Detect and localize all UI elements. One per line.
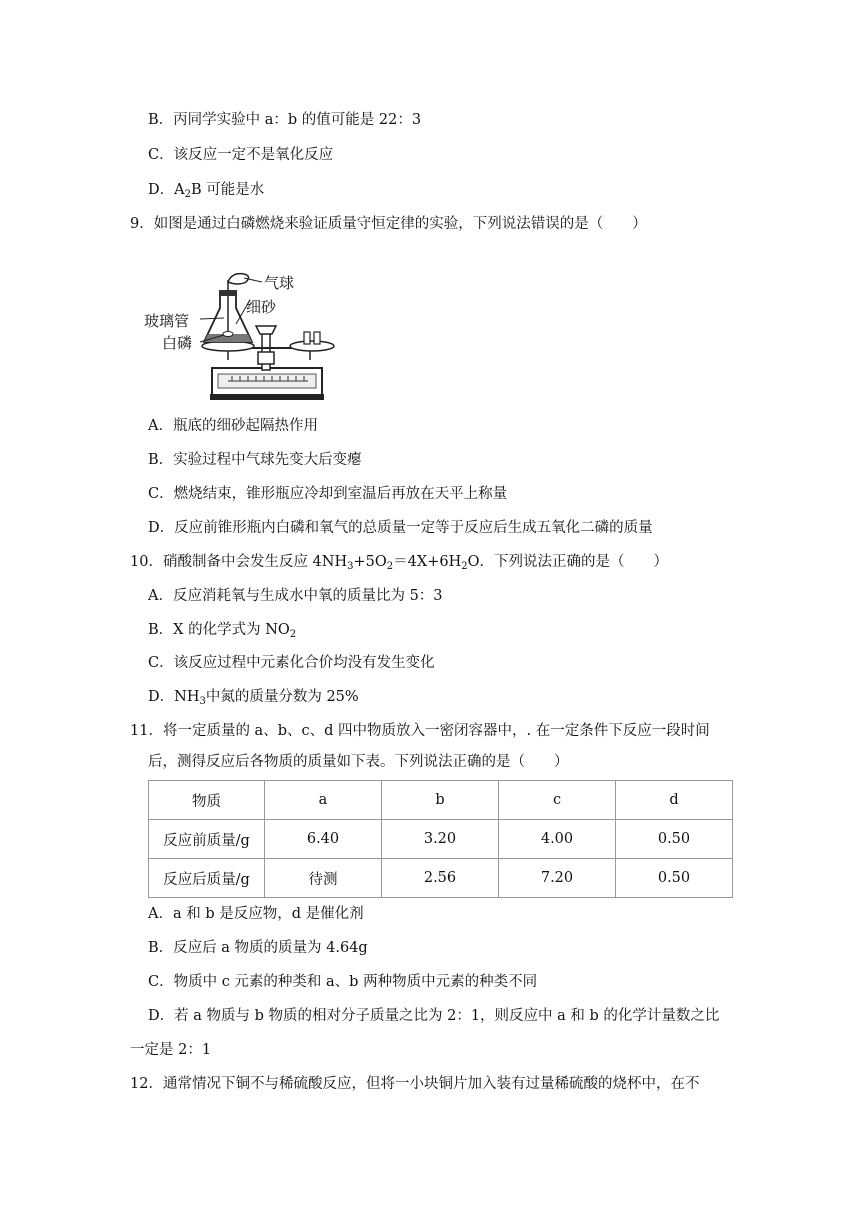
table-cell: 待测 — [265, 859, 382, 898]
table-cell: 7.20 — [499, 859, 616, 898]
q10-option-d: D．$NH_3$中氮的质量分数为 25% — [148, 689, 359, 707]
mass-table — [148, 780, 733, 898]
q9-option-d: D．反应前锥形瓶内白磷和氧气的总质量一定等于反应后生成五氧化二磷的质量 — [148, 520, 653, 536]
q8-option-c: C．该反应一定不是氧化反应 — [148, 147, 334, 163]
q11-option-d-line1: D．若 a 物质与 b 物质的相对分子质量之比为 2：1，则反应中 a 和 b 的化学计量数之比 — [148, 1008, 720, 1024]
table-row — [149, 820, 733, 859]
q11-option-c: C．物质中 c 元素的种类和 a、b 两种物质中元素的种类不同 — [148, 974, 538, 990]
q8-option-b: B．丙同学实验中 a：b 的值可能是 22：3 — [148, 112, 422, 128]
table-cell: b — [382, 781, 499, 820]
q11-option-b: B．反应后 a 物质的质量为 4.64g — [148, 940, 368, 956]
glass-tube-label: 玻璃管 — [144, 312, 190, 330]
table-cell: 反应前质量/g — [149, 820, 265, 859]
sand-label: 细砂 — [246, 298, 277, 316]
table-cell: 0.50 — [616, 820, 733, 859]
q9-option-b: B．实验过程中气球先变大后变瘪 — [148, 452, 362, 468]
q11-option-d-line2: 一定是 2：1 — [130, 1042, 212, 1058]
q11-option-a: A．a 和 b 是反应物，d 是催化剂 — [148, 906, 364, 922]
table-cell: 物质 — [149, 781, 265, 820]
table-cell: 0.50 — [616, 859, 733, 898]
q10-option-b: B．X 的化学式为 $NO_2$ — [148, 622, 297, 640]
q9-stem: 9．如图是通过白磷燃烧来验证质量守恒定律的实验，下列说法错误的是（ ） — [130, 216, 647, 232]
q10-option-c: C．该反应过程中元素化合价均没有发生变化 — [148, 655, 435, 671]
white-phosphorus-label: 白磷 — [162, 334, 193, 352]
table-cell: 2.56 — [382, 859, 499, 898]
table-cell: 6.40 — [265, 820, 382, 859]
q9-option-c: C．燃烧结束，锥形瓶应冷却到室温后再放在天平上称量 — [148, 486, 508, 502]
table-cell: 4.00 — [499, 820, 616, 859]
balance-experiment-figure — [140, 268, 355, 408]
q8-option-d: D．$A_2B$ 可能是水 — [148, 182, 265, 200]
table-header-row — [149, 781, 733, 820]
q10-option-a: A．反应消耗氧与生成水中氧的质量比为 5：3 — [148, 588, 443, 604]
q10-stem: 10．硝酸制备中会发生反应 $4NH_3+5O_2=4X+6H_2O$．下列说法正确的是（ ） — [130, 554, 668, 572]
q11-stem-line2: 后，测得反应后各物质的质量如下表。下列说法正确的是（ ） — [148, 754, 569, 770]
table-cell: a — [265, 781, 382, 820]
q12-stem-line1: 12．通常情况下铜不与稀硫酸反应，但将一小块铜片加入装有过量稀硫酸的烧杯中，在不 — [130, 1076, 700, 1092]
table-cell: c — [499, 781, 616, 820]
q9-option-a: A．瓶底的细砂起隔热作用 — [148, 418, 318, 434]
table-cell: d — [616, 781, 733, 820]
table-cell: 反应后质量/g — [149, 859, 265, 898]
q11-stem-line1: 11．将一定质量的 a、b、c、d 四中物质放入一密闭容器中，. 在一定条件下反应一段时间 — [130, 723, 710, 739]
table-cell: 3.20 — [382, 820, 499, 859]
balloon-label: 气球 — [264, 274, 295, 292]
table-row — [149, 859, 733, 898]
